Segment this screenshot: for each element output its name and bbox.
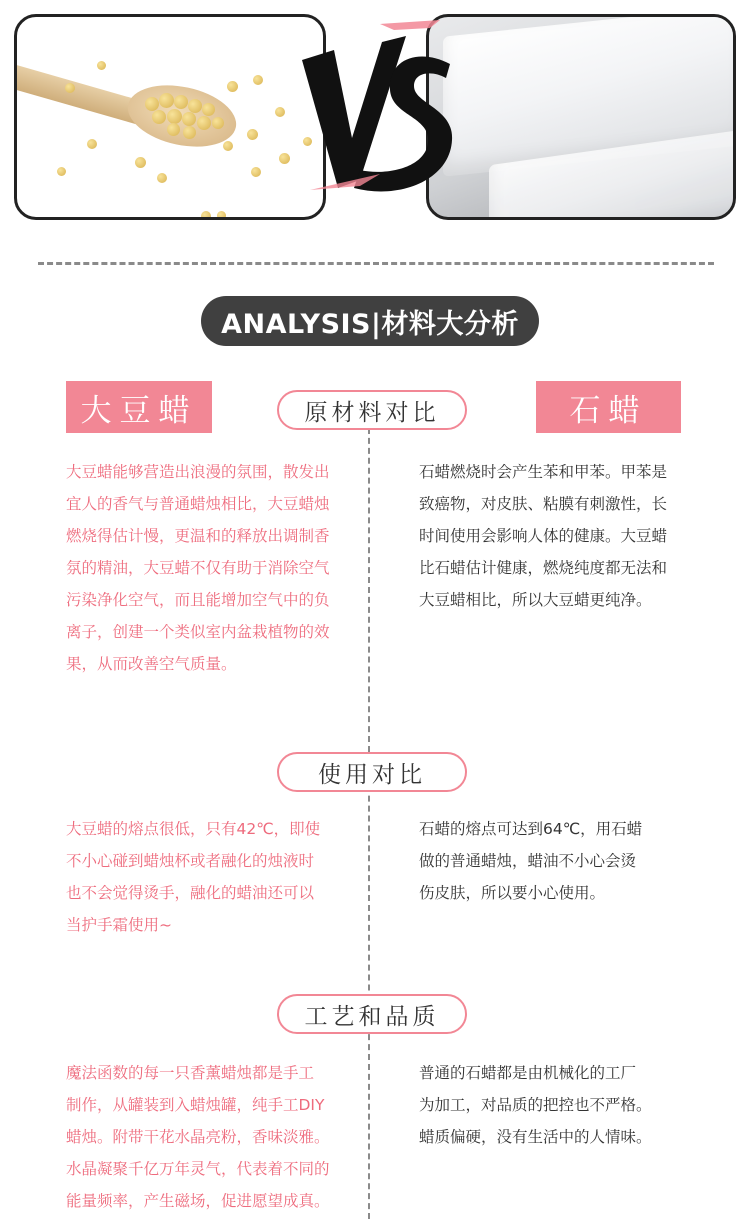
craft-right-text: 普通的石蜡都是由机械化的工厂 为加工，对品质的把控也不严格。 蜡质偏硬，没有生活中的人情味。	[419, 1064, 652, 1146]
section-divider	[38, 262, 714, 265]
paraffin-wax-image	[426, 14, 736, 220]
materials-left-text: 大豆蜡能够营造出浪漫的氛围，散发出 宜人的香气与普通蜡烛相比，大豆蜡烛 燃烧得估计慢，更温和的释放出调制香 氛的精油，大豆蜡不仅有助于消除空气 污染净化空气，而且能增加空气中的负 离子，创建一个类似室内盆栽植物的效 果，从而改善空气质量。	[66, 463, 330, 673]
materials-right-text: 石蜡燃烧时会产生苯和甲苯。甲苯是 致癌物，对皮肤、粘膜有刺激性，长 时间使用会影响人体的健康。大豆蜡 比石蜡估计健康，燃烧纯度都无法和 大豆蜡相比，所以大豆蜡更纯净。	[419, 463, 668, 609]
usage-left-text: 大豆蜡的熔点很低，只有42℃，即使 不小心碰到蜡烛杯或者融化的烛液时 也不会觉得烫手，融化的蜡油还可以 当护手霜使用~	[66, 820, 321, 934]
vs-graphic	[290, 20, 460, 200]
section-title-usage: 使用对比	[277, 752, 467, 792]
section-title-materials: 原材料对比	[277, 390, 467, 430]
label-soy-wax: 大豆蜡	[66, 381, 212, 433]
label-paraffin: 石蜡	[536, 381, 681, 433]
center-divider	[368, 428, 370, 1219]
craft-left-text: 魔法函数的每一只香薰蜡烛都是手工 制作，从罐装到入蜡烛罐，纯手工DIY 蜡烛。附带干花水晶亮粉，香味淡雅。 水晶凝聚千亿万年灵气，代表着不同的 能量频率，产生磁场，促进愿望成真。	[66, 1064, 330, 1210]
section-title-craft-quality: 工艺和品质	[277, 994, 467, 1034]
soybean-image	[14, 14, 326, 220]
usage-right-text: 石蜡的熔点可达到64℃，用石蜡 做的普通蜡烛，蜡油不小心会烫 伤皮肤，所以要小心使用。	[419, 820, 643, 902]
analysis-title: ANALYSIS|材料大分析	[201, 296, 539, 346]
